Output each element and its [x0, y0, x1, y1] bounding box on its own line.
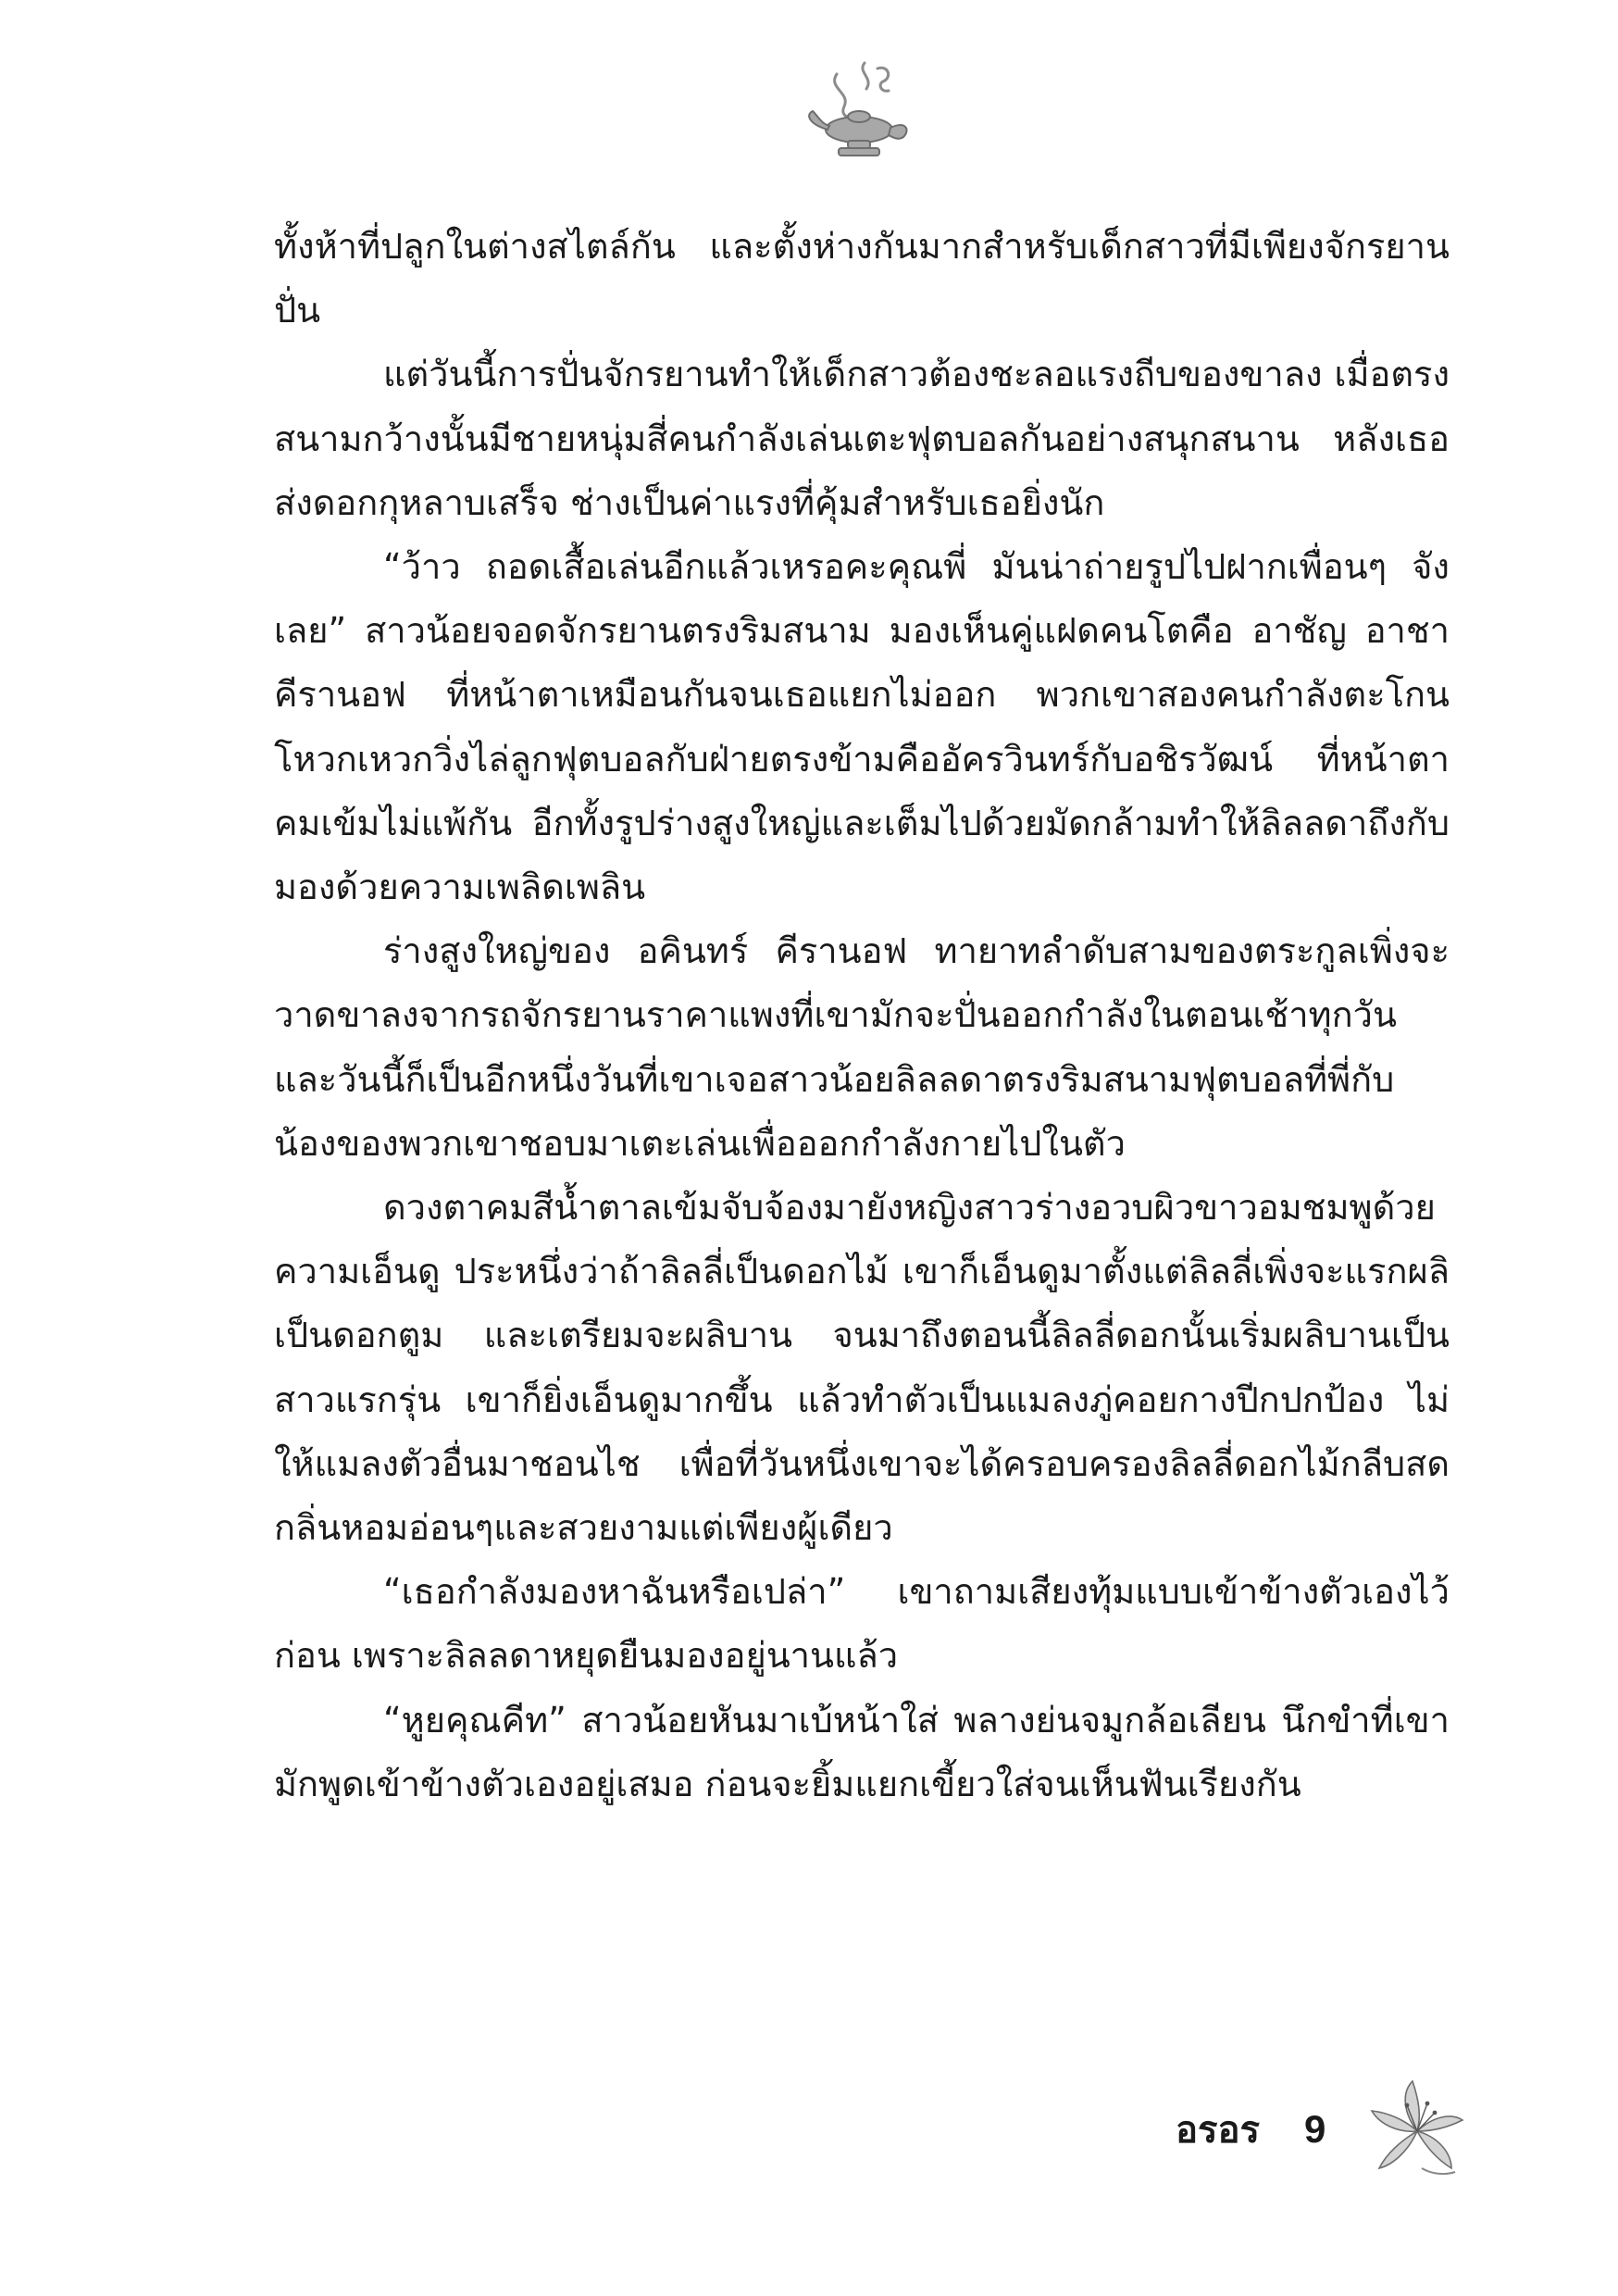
- paragraph: “เธอกำลังมองหาฉันหรือเปล่า” เขาถามเสียงทุ้มแบบเข้าข้างตัวเองไว้ก่อน เพราะลิลลดาหยุดยืนมองอยู่นานแล้ว: [274, 1571, 1450, 1677]
- paragraph: “ว้าว ถอดเสื้อเล่นอีกแล้วเหรอคะคุณพี่ มันน่าถ่ายรูปไปฝากเพื่อนๆ จังเลย” สาวน้อยจอดจักรยานตรงริมสนาม มองเห็นคู่แฝดคนโตคือ อาชัญ อาชา คีรานอฟ ที่หน้าตาเหมือนกันจนเธอแยกไม่ออก พวกเขาสองคนกำลังตะโกนโหวกเหวกวิ่งไล่ลูกฟุตบอลกับฝ่ายตรงข้ามคืออัครวินทร์กับอชิรวัฒน์ ที่หน้าตาคมเข้มไม่แพ้กัน อีกทั้งรูปร่างสูงใหญ่และเต็มไปด้วยมัดกล้ามทำให้ลิลลดาถึงกับมองด้วยความเพลิดเพลิน: [274, 546, 1450, 908]
- paragraph: ดวงตาคมสีน้ำตาลเข้มจับจ้องมายังหญิงสาวร่างอวบผิวขาวอมชมพูด้วยความเอ็นดู ประหนึ่งว่าถ้าลิลลี่เป็นดอกไม้ เขาก็เอ็นดูมาตั้งแต่ลิลลี่เพิ่งจะแรกผลิเป็นดอกตูม และเตรียมจะผลิบาน จนมาถึงตอนนี้ลิลลี่ดอกนั้นเริ่มผลิบานเป็นสาวแรกรุ่น เขาก็ยิ่งเอ็นดูมากขึ้น แล้วทำตัวเป็นแมลงภู่คอยกางปีกปกป้อง ไม่ให้แมลงตัวอื่นมาชอนไช เพื่อที่วันหนึ่งเขาจะได้ครอบครองลิลลี่ดอกไม้กลีบสด กลิ่นหอมอ่อนๆและสวยงามแต่เพียงผู้เดียว: [274, 1187, 1450, 1549]
- body-text: [274, 215, 1450, 1816]
- page-footer: [1176, 2092, 1326, 2166]
- paragraph: ทั้งห้าที่ปลูกในต่างสไตล์กัน และตั้งห่างกันมากสำหรับเด็กสาวที่มีเพียงจักรยานปั่น: [274, 226, 1450, 331]
- paragraph: แต่วันนี้การปั่นจักรยานทำให้เด็กสาวต้องชะลอแรงถีบของขาลง เมื่อตรงสนามกว้างนั้นมีชายหนุ่มสี่คนกำลังเล่นเตะฟุตบอลกันอย่างสนุกสนาน หลังเธอส่งดอกกุหลาบเสร็จ ช่างเป็นค่าแรงที่คุ้มสำหรับเธอยิ่งนัก: [274, 354, 1450, 523]
- page-number: 9: [1304, 2107, 1326, 2151]
- paragraph: ร่างสูงใหญ่ของ อคินทร์ คีรานอฟ ทายาทลำดับสามของตระกูลเพิ่งจะวาดขาลงจากรถจักรยานราคาแพงที่เขามักจะปั่นออกกำลังในตอนเช้าทุกวัน และวันนี้ก็เป็นอีกหนึ่งวันที่เขาเจอสาวน้อยลิลลดาตรงริมสนามฟุตบอลที่พี่กับน้องของพวกเขาชอบมาเตะเล่นเพื่อออกกำลังกายไปในตัว: [274, 930, 1450, 1164]
- paragraph: “หูยคุณคีท” สาวน้อยหันมาเบ้หน้าใส่ พลางย่นจมูกล้อเลียน นึกขำที่เขามักพูดเข้าข้างตัวเองอยู่เสมอ ก่อนจะยิ้มแยกเขี้ยวใส่จนเห็นฟันเรียงกัน: [274, 1699, 1450, 1804]
- book-title: อรอร: [1176, 2110, 1261, 2151]
- genie-lamp-icon: [800, 56, 920, 167]
- lily-flower-icon: [1366, 2076, 1468, 2187]
